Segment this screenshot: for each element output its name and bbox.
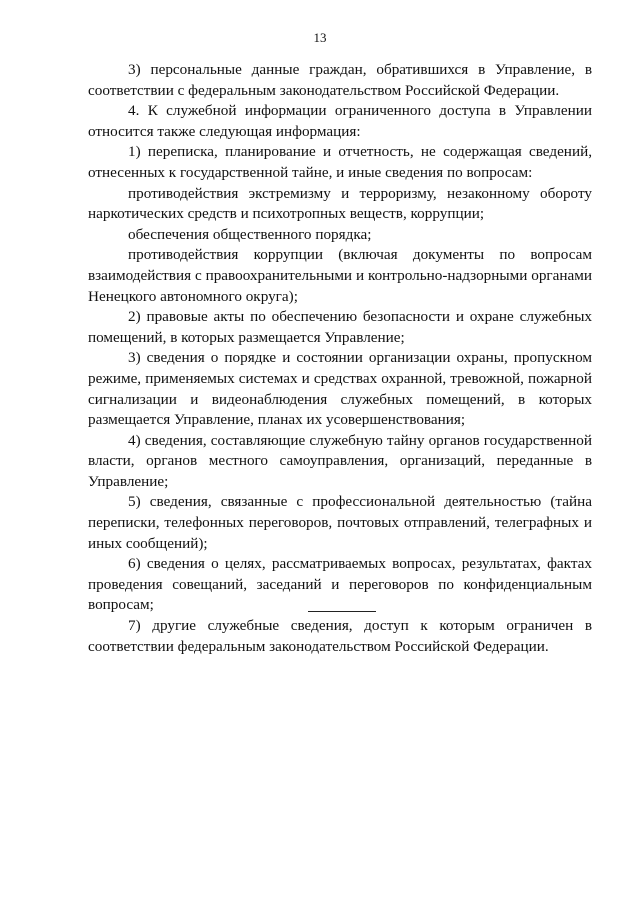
paragraph-item-6: 6) сведения о целях, рассматриваемых вопросах, результатах, фактах проведения совещаний, заседаний и переговоров по конфиденциальным вопросам;: [88, 555, 592, 614]
end-of-document-rule: [308, 611, 376, 612]
paragraph-item-5: 5) сведения, связанные с профессиональной деятельностью (тайна переписки, телефонных переговоров, почтовых отправлений, телеграфных и иных сообщений);: [88, 493, 592, 552]
paragraph-item-3: 3) сведения о порядке и состоянии организации охраны, пропускном режиме, применяемых системах и средствах охранной, тревожной, пожарной сигнализации и видеонаблюдения служебных помещений, в которых размещается Управление, планах их усовершенствования;: [88, 349, 592, 429]
paragraph-item-4: 4) сведения, составляющие служебную тайну органов государственной власти, органов местного самоуправления, организаций, переданные в Управление;: [88, 431, 592, 490]
paragraph-extremism: противодействия экстремизму и терроризму, незаконному обороту наркотических средств и психотропных веществ, коррупции;: [88, 184, 592, 223]
paragraph-item-7: 7) другие служебные сведения, доступ к которым ограничен в соответствии федеральным законодательством Российской Федерации.: [88, 617, 592, 655]
paragraph-section-4-intro: 4. К служебной информации ограниченного доступа в Управлении относится также следующая информация:: [88, 102, 592, 140]
paragraph-public-order: обеспечения общественного порядка;: [128, 225, 372, 243]
paragraph-item-2: 2) правовые акты по обеспечению безопасности и охране служебных помещений, в которых размещается Управление;: [88, 308, 592, 346]
paragraph-anti-corruption: противодействия коррупции (включая документы по вопросам взаимодействия с правоохранительными и контрольно-надзорными органами Ненецкого автономного округа);: [88, 246, 592, 305]
paragraph-personal-data: 3) персональные данные граждан, обратившихся в Управление, в соответствии с федеральным законодательством Российской Федерации.: [88, 61, 592, 99]
paragraph-item-1: 1) переписка, планирование и отчетность, не содержащая сведений, отнесенных к государственной тайне, и иные сведения по вопросам:: [88, 143, 592, 181]
page-number: 13: [313, 30, 327, 45]
document-body: [88, 60, 592, 657]
